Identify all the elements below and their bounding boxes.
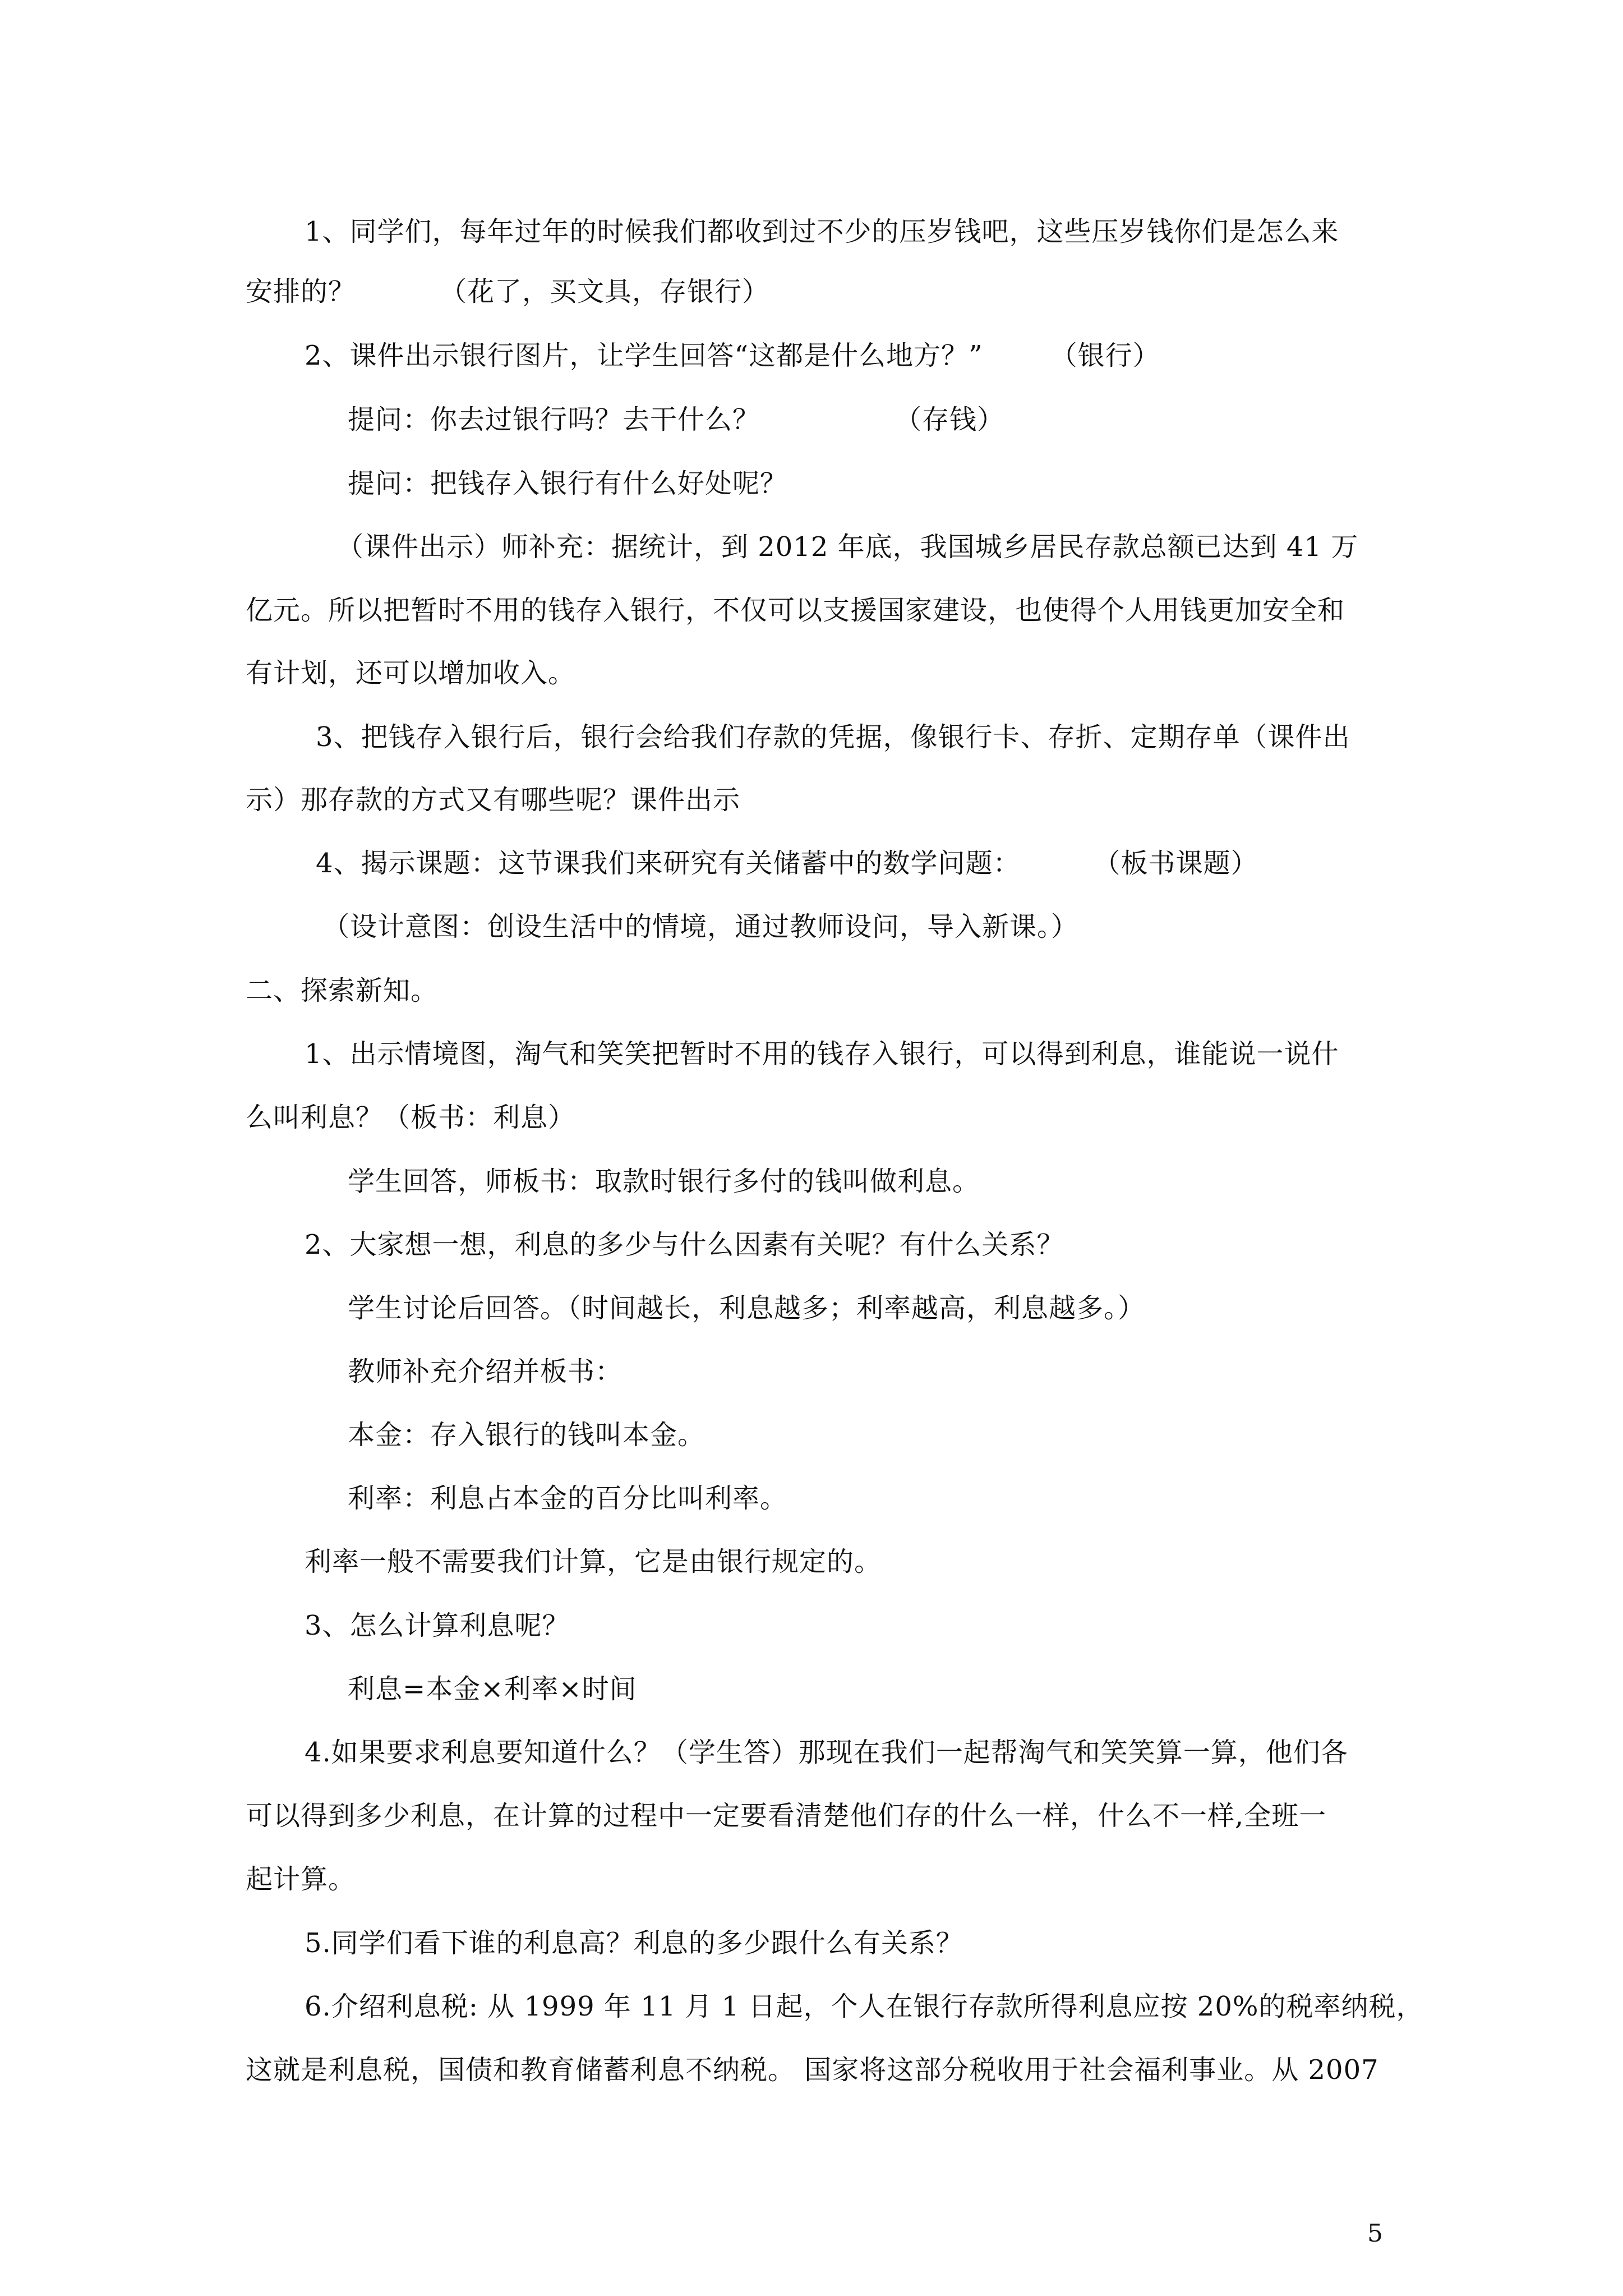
paragraph-line	[348, 406, 1004, 433]
paragraph-line: 可以得到多少利息，在计算的过程中一定要看清楚他们存的什么一样，什么不一样,全班一	[246, 1800, 1327, 1832]
paragraph-line: 3、把钱存入银行后，银行会给我们存款的凭据，像银行卡、存折、定期存单（课件出	[316, 721, 1350, 753]
definition-line: 利率：利息占本金的百分比叫利率。	[348, 1483, 788, 1514]
paragraph-line: 5.同学们看下谁的利息高？利息的多少跟什么有关系？	[305, 1927, 963, 1959]
line-text: 提问：你去过银行吗？去干什么？	[348, 404, 760, 435]
paragraph-line: 2、大家想一想，利息的多少与什么因素有关呢？有什么关系？	[305, 1229, 1064, 1260]
paragraph-line: （设计意图：创设生活中的情境，通过教师设问，导入新课。）	[322, 911, 1079, 942]
line-text: 2、课件出示银行图片，让学生回答“这都是什么地方？”	[305, 340, 983, 371]
line-answer: （花了，买文具，存银行）	[440, 276, 770, 307]
paragraph-line: 示）那存款的方式又有哪些呢？课件出示	[246, 784, 741, 816]
paragraph-line: 提问：把钱存入银行有什么好处呢？	[348, 468, 788, 499]
line-answer: （银行）	[1050, 340, 1160, 371]
paragraph-line: 学生讨论后回答。（时间越长，利息越多；利率越高，利息越多。）	[348, 1292, 1146, 1324]
paragraph-line: （课件出示）师补充：据统计，到 2012 年底，我国城乡居民存款总额已达到 41 万	[336, 531, 1359, 563]
paragraph-line: 4.如果要求利息要知道什么？（学生答）那现在我们一起帮淘气和笑笑算一算，他们各	[305, 1737, 1348, 1768]
paragraph-line: 6.介绍利息税: 从 1999 年 11 月 1 日起，个人在银行存款所得利息应按 20%的税率纳税，	[305, 1991, 1424, 2022]
paragraph-line: 1、出示情境图，淘气和笑笑把暂时不用的钱存入银行，可以得到利息，谁能说一说什	[305, 1038, 1339, 1070]
paragraph-line	[246, 278, 769, 305]
paragraph-line: 1、同学们，每年过年的时候我们都收到过不少的压岁钱吧，这些压岁钱你们是怎么来	[305, 216, 1339, 247]
line-answer: （存钱）	[895, 404, 1005, 435]
page-number: 5	[1367, 2219, 1383, 2248]
line-answer: （板书课题）	[1093, 848, 1258, 879]
paragraph-line: 亿元。所以把暂时不用的钱存入银行，不仅可以支援国家建设，也使得个人用钱更加安全和	[246, 595, 1345, 626]
line-text: 安排的？	[246, 276, 356, 307]
line-text: 4、揭示课题：这节课我们来研究有关储蓄中的数学问题：	[316, 848, 1021, 879]
definition-line: 本金：存入银行的钱叫本金。	[348, 1419, 706, 1451]
paragraph-line: 3、怎么计算利息呢？	[305, 1610, 570, 1641]
paragraph-line: 么叫利息？（板书：利息）	[246, 1102, 576, 1133]
paragraph-line: 有计划，还可以增加收入。	[246, 657, 576, 689]
paragraph-line: 这就是利息税，国债和教育储蓄利息不纳税。 国家将这部分税收用于社会福利事业。从 2007	[246, 2054, 1379, 2086]
formula-line: 利息=本金×利率×时间	[348, 1673, 637, 1705]
paragraph-line: 利率一般不需要我们计算，它是由银行规定的。	[305, 1546, 882, 1577]
paragraph-line: 学生回答，师板书：取款时银行多付的钱叫做利息。	[348, 1166, 980, 1197]
section-heading: 二、探索新知。	[246, 975, 439, 1006]
paragraph-line: 起计算。	[246, 1864, 356, 1895]
paragraph-line: 教师补充介绍并板书：	[348, 1356, 623, 1387]
paragraph-line	[316, 850, 1258, 877]
paragraph-line	[305, 342, 1160, 369]
